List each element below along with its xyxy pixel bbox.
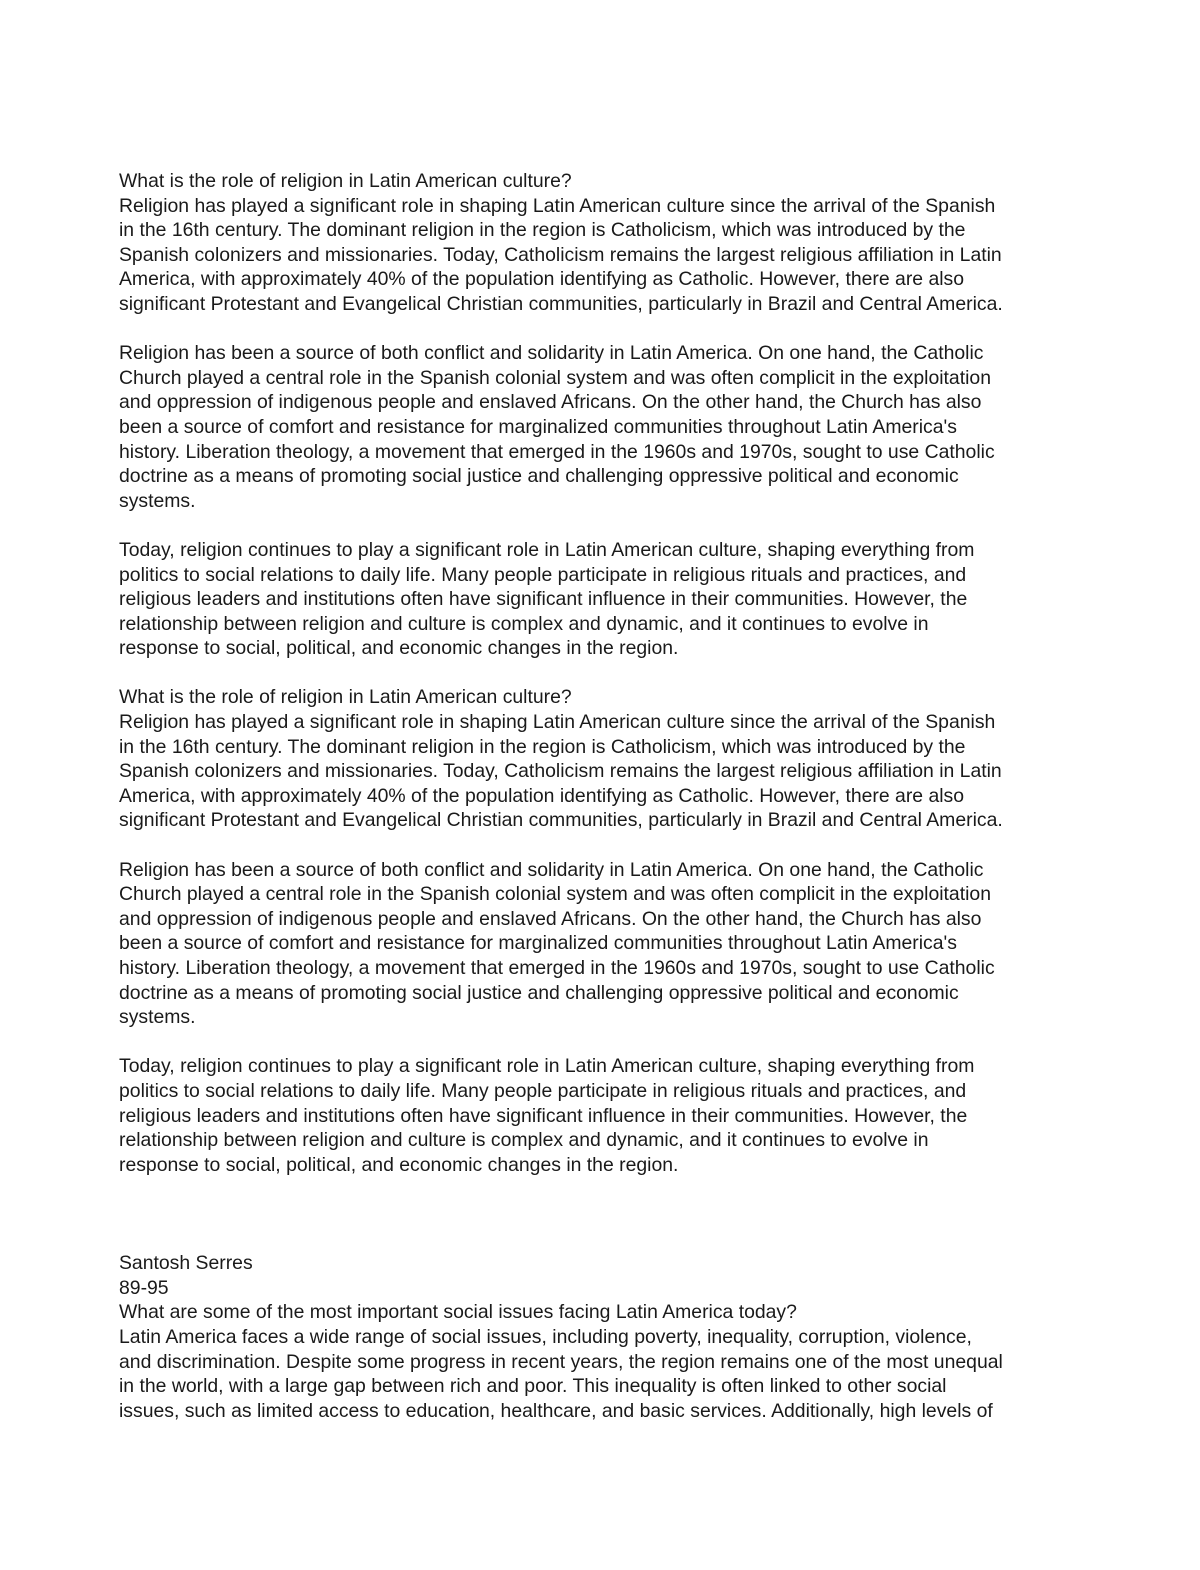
section1-paragraph-1: Religion has played a significant role in shaping Latin American culture since the arrival of the Spanish in the 16th century. The dominant religion in the region is Catholicism, which was introduced by the Spanish colonizers and missionaries. Today, Catholicism remains the largest religious affiliation in Latin America, with approximately 40% of the population identifying as Catholic. However, there are also significant Protestant and Evangelical Christian communities, particularly in Brazil and Central America. — [119, 194, 1003, 315]
section3-paragraph-1: Latin America faces a wide range of social issues, including poverty, inequality, corruption, violence, and discrimination. Despite some progress in recent years, the region remains one of the most unequal in the world, with a large gap between rich and poor. This inequality is often linked to other social issues, such as limited access to education, healthcare, and basic services. Additionally, high levels of — [119, 1325, 1003, 1422]
author-name: Santosh Serres — [119, 1252, 253, 1275]
section2-paragraph-2: Religion has been a source of both conflict and solidarity in Latin America. On one hand, the Catholic Church played a central role in the Spanish colonial system and was often complicit in the exploitation and oppression of indigenous people and enslaved Africans. On the other hand, the Church has also been a source of comfort and resistance for marginalized communities throughout Latin America's history. Liberation theology, a movement that emerged in the 1960s and 1970s, sought to use Catholic doctrine as a means of promoting social justice and challenging oppressive political and economic systems. — [119, 858, 995, 1029]
section2-paragraph-1: Religion has played a significant role in shaping Latin American culture since the arrival of the Spanish in the 16th century. The dominant religion in the region is Catholicism, which was introduced by the Spanish colonizers and missionaries. Today, Catholicism remains the largest religious affiliation in Latin America, with approximately 40% of the population identifying as Catholic. However, there are also significant Protestant and Evangelical Christian communities, particularly in Brazil and Central America. — [119, 711, 1003, 832]
section1-paragraph-3: Today, religion continues to play a significant role in Latin American culture, shaping everything from politics to social relations to daily life. Many people participate in religious rituals and practices, and religious leaders and institutions often have significant influence in their communities. However, the relationship between religion and culture is complex and dynamic, and it continues to evolve in response to social, political, and economic changes in the region. — [119, 538, 975, 660]
section2-question: What is the role of religion in Latin American culture? — [119, 686, 572, 709]
section1-question: What is the role of religion in Latin American culture? — [119, 170, 572, 192]
section1-paragraph-2: Religion has been a source of both conflict and solidarity in Latin America. On one hand, the Catholic Church played a central role in the Spanish colonial system and was often complicit in the exploitation and oppression of indigenous people and enslaved Africans. On the other hand, the Church has also been a source of comfort and resistance for marginalized communities throughout Latin America's history. Liberation theology, a movement that emerged in the 1960s and 1970s, sought to use Catholic doctrine as a means of promoting social justice and challenging oppressive political and economic systems. — [119, 342, 995, 512]
paragraph-gap — [119, 661, 1084, 686]
paragraph-gap — [119, 513, 1084, 538]
paragraph-gap — [119, 833, 1084, 858]
paragraph-gap — [119, 1030, 1084, 1055]
document-page — [119, 169, 1084, 1423]
section3-question: What are some of the most important social issues facing Latin America today? — [119, 1301, 797, 1324]
section-gap — [119, 1177, 1084, 1251]
paragraph-gap — [119, 317, 1084, 342]
page-range: 89-95 — [119, 1276, 169, 1299]
section2-paragraph-3: Today, religion continues to play a significant role in Latin American culture, shaping everything from politics to social relations to daily life. Many people participate in religious rituals and practices, and religious leaders and institutions often have significant influence in their communities. However, the relationship between religion and culture is complex and dynamic, and it continues to evolve in response to social, political, and economic changes in the region. — [119, 1055, 975, 1176]
